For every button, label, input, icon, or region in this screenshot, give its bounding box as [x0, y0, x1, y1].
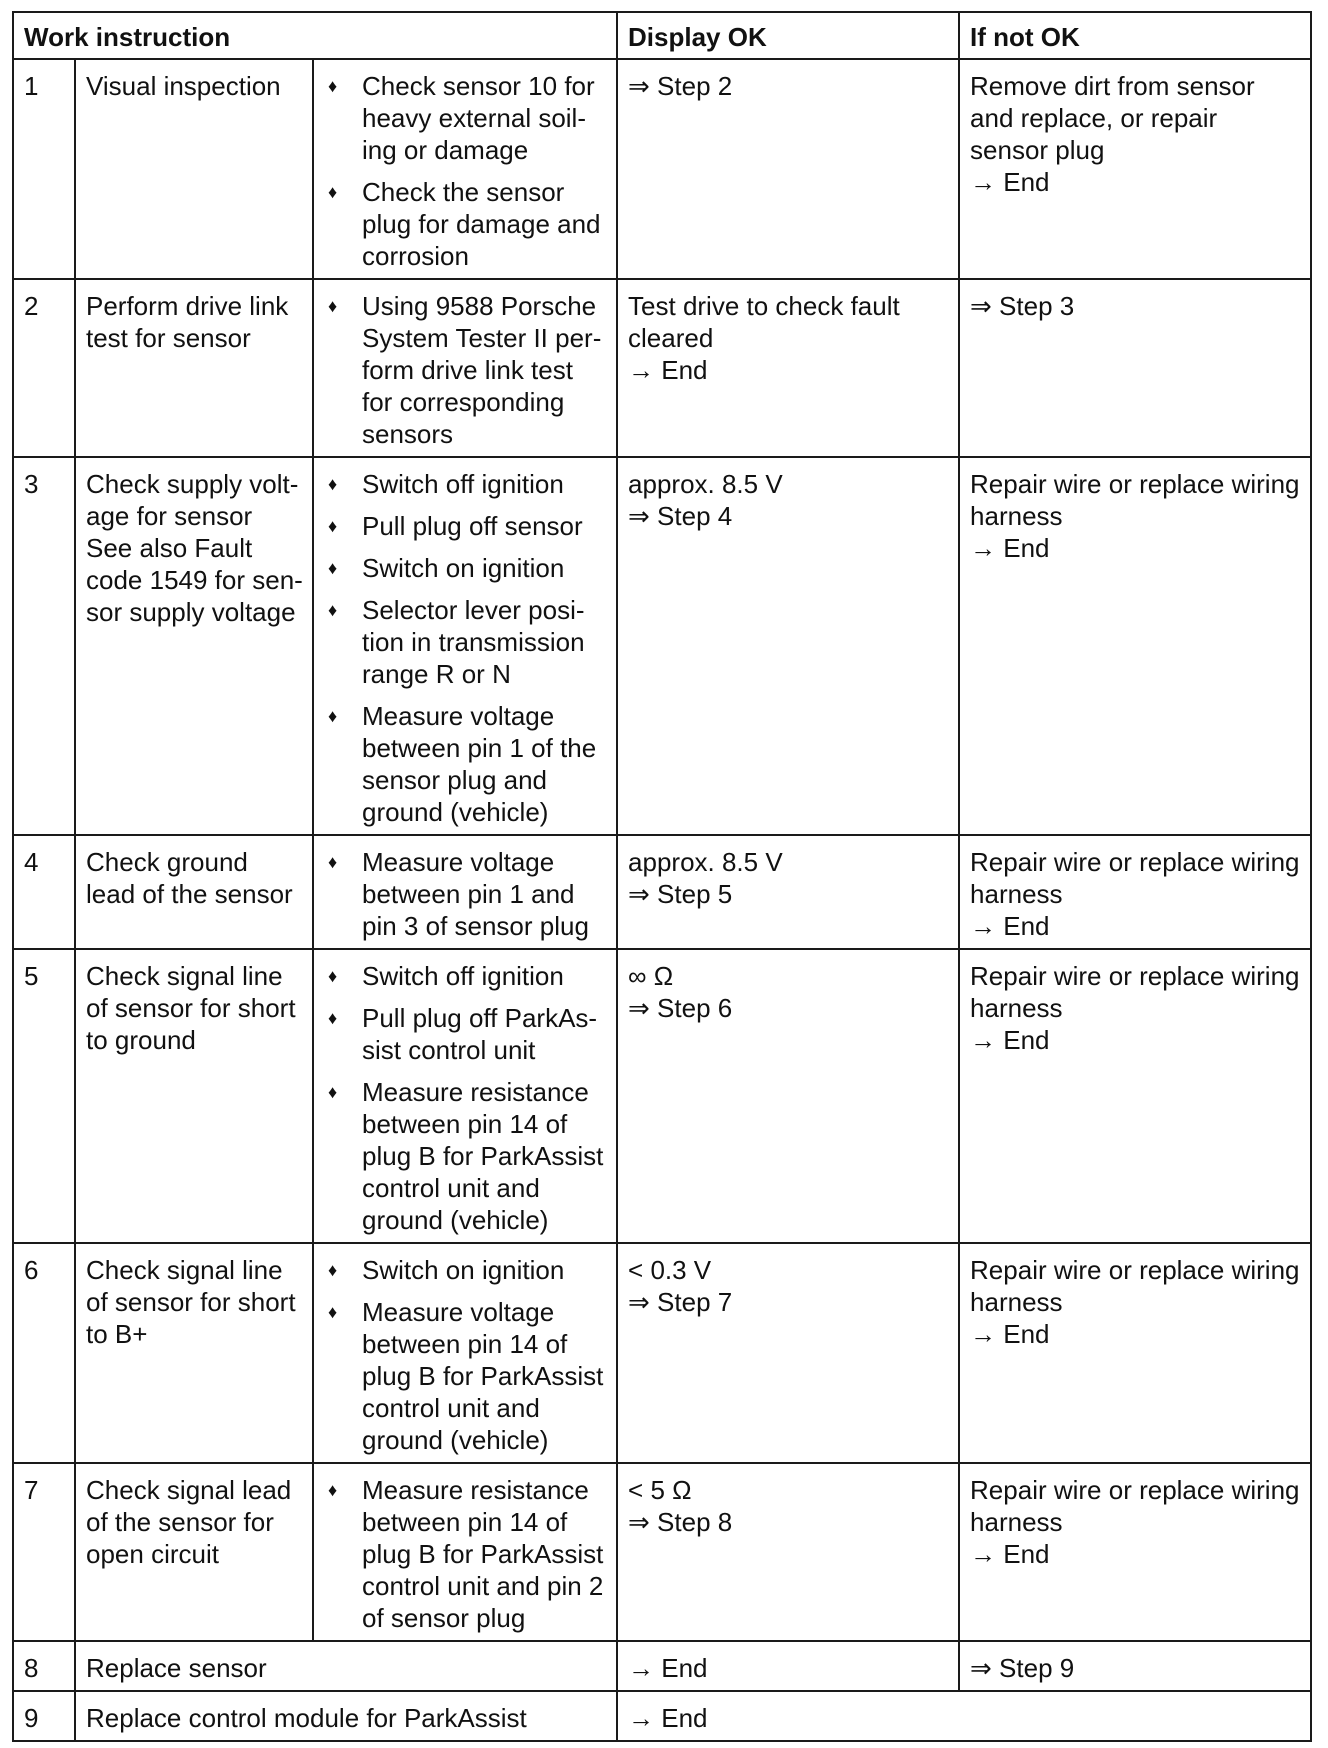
list-item: [324, 1474, 607, 1634]
list-item: [324, 552, 607, 584]
instruction-text: Measure voltage between pin 1 of the sensor plug and ground (vehicle): [362, 701, 597, 827]
diamond-bullet-icon: ♦: [328, 852, 338, 872]
instruction-list: [324, 468, 607, 828]
list-item: [324, 1076, 607, 1236]
step-number: 5: [13, 949, 75, 1243]
if-not-ok-cell: ⇒ Step 9: [959, 1641, 1311, 1691]
instruction-text: Switch off ignition: [362, 469, 564, 499]
step-title: Check ground lead of the sensor: [75, 835, 313, 949]
diamond-bullet-icon: ♦: [328, 474, 338, 494]
instruction-text: Selector lever posi-tion in transmission range R or N: [362, 595, 585, 689]
diamond-bullet-icon: ♦: [328, 558, 338, 578]
table-row-step-1: [13, 59, 1311, 279]
diamond-bullet-icon: ♦: [328, 296, 338, 316]
instruction-text: Switch off ignition: [362, 961, 564, 991]
table-row-step-4: [13, 835, 1311, 949]
step-title: Perform drive link test for sensor: [75, 279, 313, 457]
diamond-bullet-icon: ♦: [328, 1082, 338, 1102]
diamond-bullet-icon: ♦: [328, 182, 338, 202]
step-title: Check signal line of sensor for short to ground: [75, 949, 313, 1243]
instruction-text: Check sensor 10 for heavy external soil-ing or damage: [362, 71, 595, 165]
step-number: 7: [13, 1463, 75, 1641]
step-number: 1: [13, 59, 75, 279]
step-instructions: [313, 1463, 617, 1641]
display-ok-cell: ⇒ Step 2: [617, 59, 959, 279]
if-not-ok-cell: Repair wire or replace wiring harness → End: [959, 1463, 1311, 1641]
list-item: [324, 1002, 607, 1066]
step-number: 3: [13, 457, 75, 835]
table-row-step-7: [13, 1463, 1311, 1641]
list-item: [324, 594, 607, 690]
header-work-instruction: Work instruction: [13, 12, 617, 59]
table-row-step-8: [13, 1641, 1311, 1691]
header-if-not-ok: If not OK: [959, 12, 1311, 59]
instruction-text: Pull plug off sensor: [362, 511, 583, 541]
table-row-step-9: [13, 1691, 1311, 1741]
instruction-list: [324, 70, 607, 272]
diamond-bullet-icon: ♦: [328, 76, 338, 96]
diamond-bullet-icon: ♦: [328, 1480, 338, 1500]
instruction-list: [324, 1474, 607, 1634]
if-not-ok-cell: Repair wire or replace wiring harness → End: [959, 835, 1311, 949]
step-instructions: [313, 279, 617, 457]
instruction-text: Measure voltage between pin 1 and pin 3 of sensor plug: [362, 847, 589, 941]
instruction-text: Check the sensor plug for damage and corrosion: [362, 177, 601, 271]
step-title: Check supply volt-age for sensor See also Fault code 1549 for sen-sor supply voltage: [75, 457, 313, 835]
diamond-bullet-icon: ♦: [328, 706, 338, 726]
display-ok-cell: Test drive to check fault cleared → End: [617, 279, 959, 457]
instruction-list: [324, 1254, 607, 1456]
diamond-bullet-icon: ♦: [328, 1008, 338, 1028]
list-item: [324, 70, 607, 166]
instruction-text: Switch on ignition: [362, 1255, 565, 1285]
table-row-step-3: [13, 457, 1311, 835]
if-not-ok-cell: Repair wire or replace wiring harness → End: [959, 949, 1311, 1243]
instruction-text: Pull plug off ParkAs-sist control unit: [362, 1003, 598, 1065]
step-number: 9: [13, 1691, 75, 1741]
step-title: Replace sensor: [75, 1641, 617, 1691]
display-ok-cell: approx. 8.5 V ⇒ Step 4: [617, 457, 959, 835]
display-ok-cell: → End: [617, 1641, 959, 1691]
list-item: [324, 290, 607, 450]
step-instructions: [313, 1243, 617, 1463]
display-ok-cell: < 5 Ω ⇒ Step 8: [617, 1463, 959, 1641]
step-number: 2: [13, 279, 75, 457]
instruction-list: [324, 846, 607, 942]
step-number: 6: [13, 1243, 75, 1463]
display-ok-cell: approx. 8.5 V ⇒ Step 5: [617, 835, 959, 949]
list-item: [324, 510, 607, 542]
instruction-list: [324, 290, 607, 450]
step-title: Visual inspection: [75, 59, 313, 279]
instruction-text: Measure voltage between pin 14 of plug B for ParkAssist control unit and ground (vehicle): [362, 1297, 604, 1455]
list-item: [324, 176, 607, 272]
if-not-ok-cell: Remove dirt from sensor and replace, or repair sensor plug → End: [959, 59, 1311, 279]
table-body: [13, 59, 1311, 1741]
diamond-bullet-icon: ♦: [328, 966, 338, 986]
diamond-bullet-icon: ♦: [328, 600, 338, 620]
list-item: [324, 700, 607, 828]
display-ok-cell: → End: [617, 1691, 1311, 1741]
table-row-step-2: [13, 279, 1311, 457]
step-instructions: [313, 457, 617, 835]
display-ok-cell: < 0.3 V ⇒ Step 7: [617, 1243, 959, 1463]
display-ok-cell: ∞ Ω ⇒ Step 6: [617, 949, 959, 1243]
step-instructions: [313, 59, 617, 279]
work-instruction-table: [12, 11, 1312, 1742]
step-number: 4: [13, 835, 75, 949]
if-not-ok-cell: ⇒ Step 3: [959, 279, 1311, 457]
instruction-text: Switch on ignition: [362, 553, 565, 583]
instruction-text: Measure resistance between pin 14 of plug B for ParkAssist control unit and pin 2 of sensor plug: [362, 1475, 604, 1633]
instruction-list: [324, 960, 607, 1236]
step-instructions: [313, 835, 617, 949]
diamond-bullet-icon: ♦: [328, 516, 338, 536]
table-row-step-5: [13, 949, 1311, 1243]
step-number: 8: [13, 1641, 75, 1691]
if-not-ok-cell: Repair wire or replace wiring harness → End: [959, 1243, 1311, 1463]
header-row: [13, 12, 1311, 59]
diamond-bullet-icon: ♦: [328, 1260, 338, 1280]
step-title: Check signal lead of the sensor for open circuit: [75, 1463, 313, 1641]
list-item: [324, 468, 607, 500]
header-display-ok: Display OK: [617, 12, 959, 59]
if-not-ok-cell: Repair wire or replace wiring harness → End: [959, 457, 1311, 835]
list-item: [324, 1254, 607, 1286]
instruction-text: Measure resistance between pin 14 of plug B for ParkAssist control unit and ground (vehicle): [362, 1077, 604, 1235]
step-title: Check signal line of sensor for short to B+: [75, 1243, 313, 1463]
list-item: [324, 1296, 607, 1456]
step-instructions: [313, 949, 617, 1243]
list-item: [324, 960, 607, 992]
diamond-bullet-icon: ♦: [328, 1302, 338, 1322]
table-row-step-6: [13, 1243, 1311, 1463]
step-title: Replace control module for ParkAssist: [75, 1691, 617, 1741]
list-item: [324, 846, 607, 942]
instruction-text: Using 9588 Porsche System Tester II per-form drive link test for corresponding sensors: [362, 291, 602, 449]
